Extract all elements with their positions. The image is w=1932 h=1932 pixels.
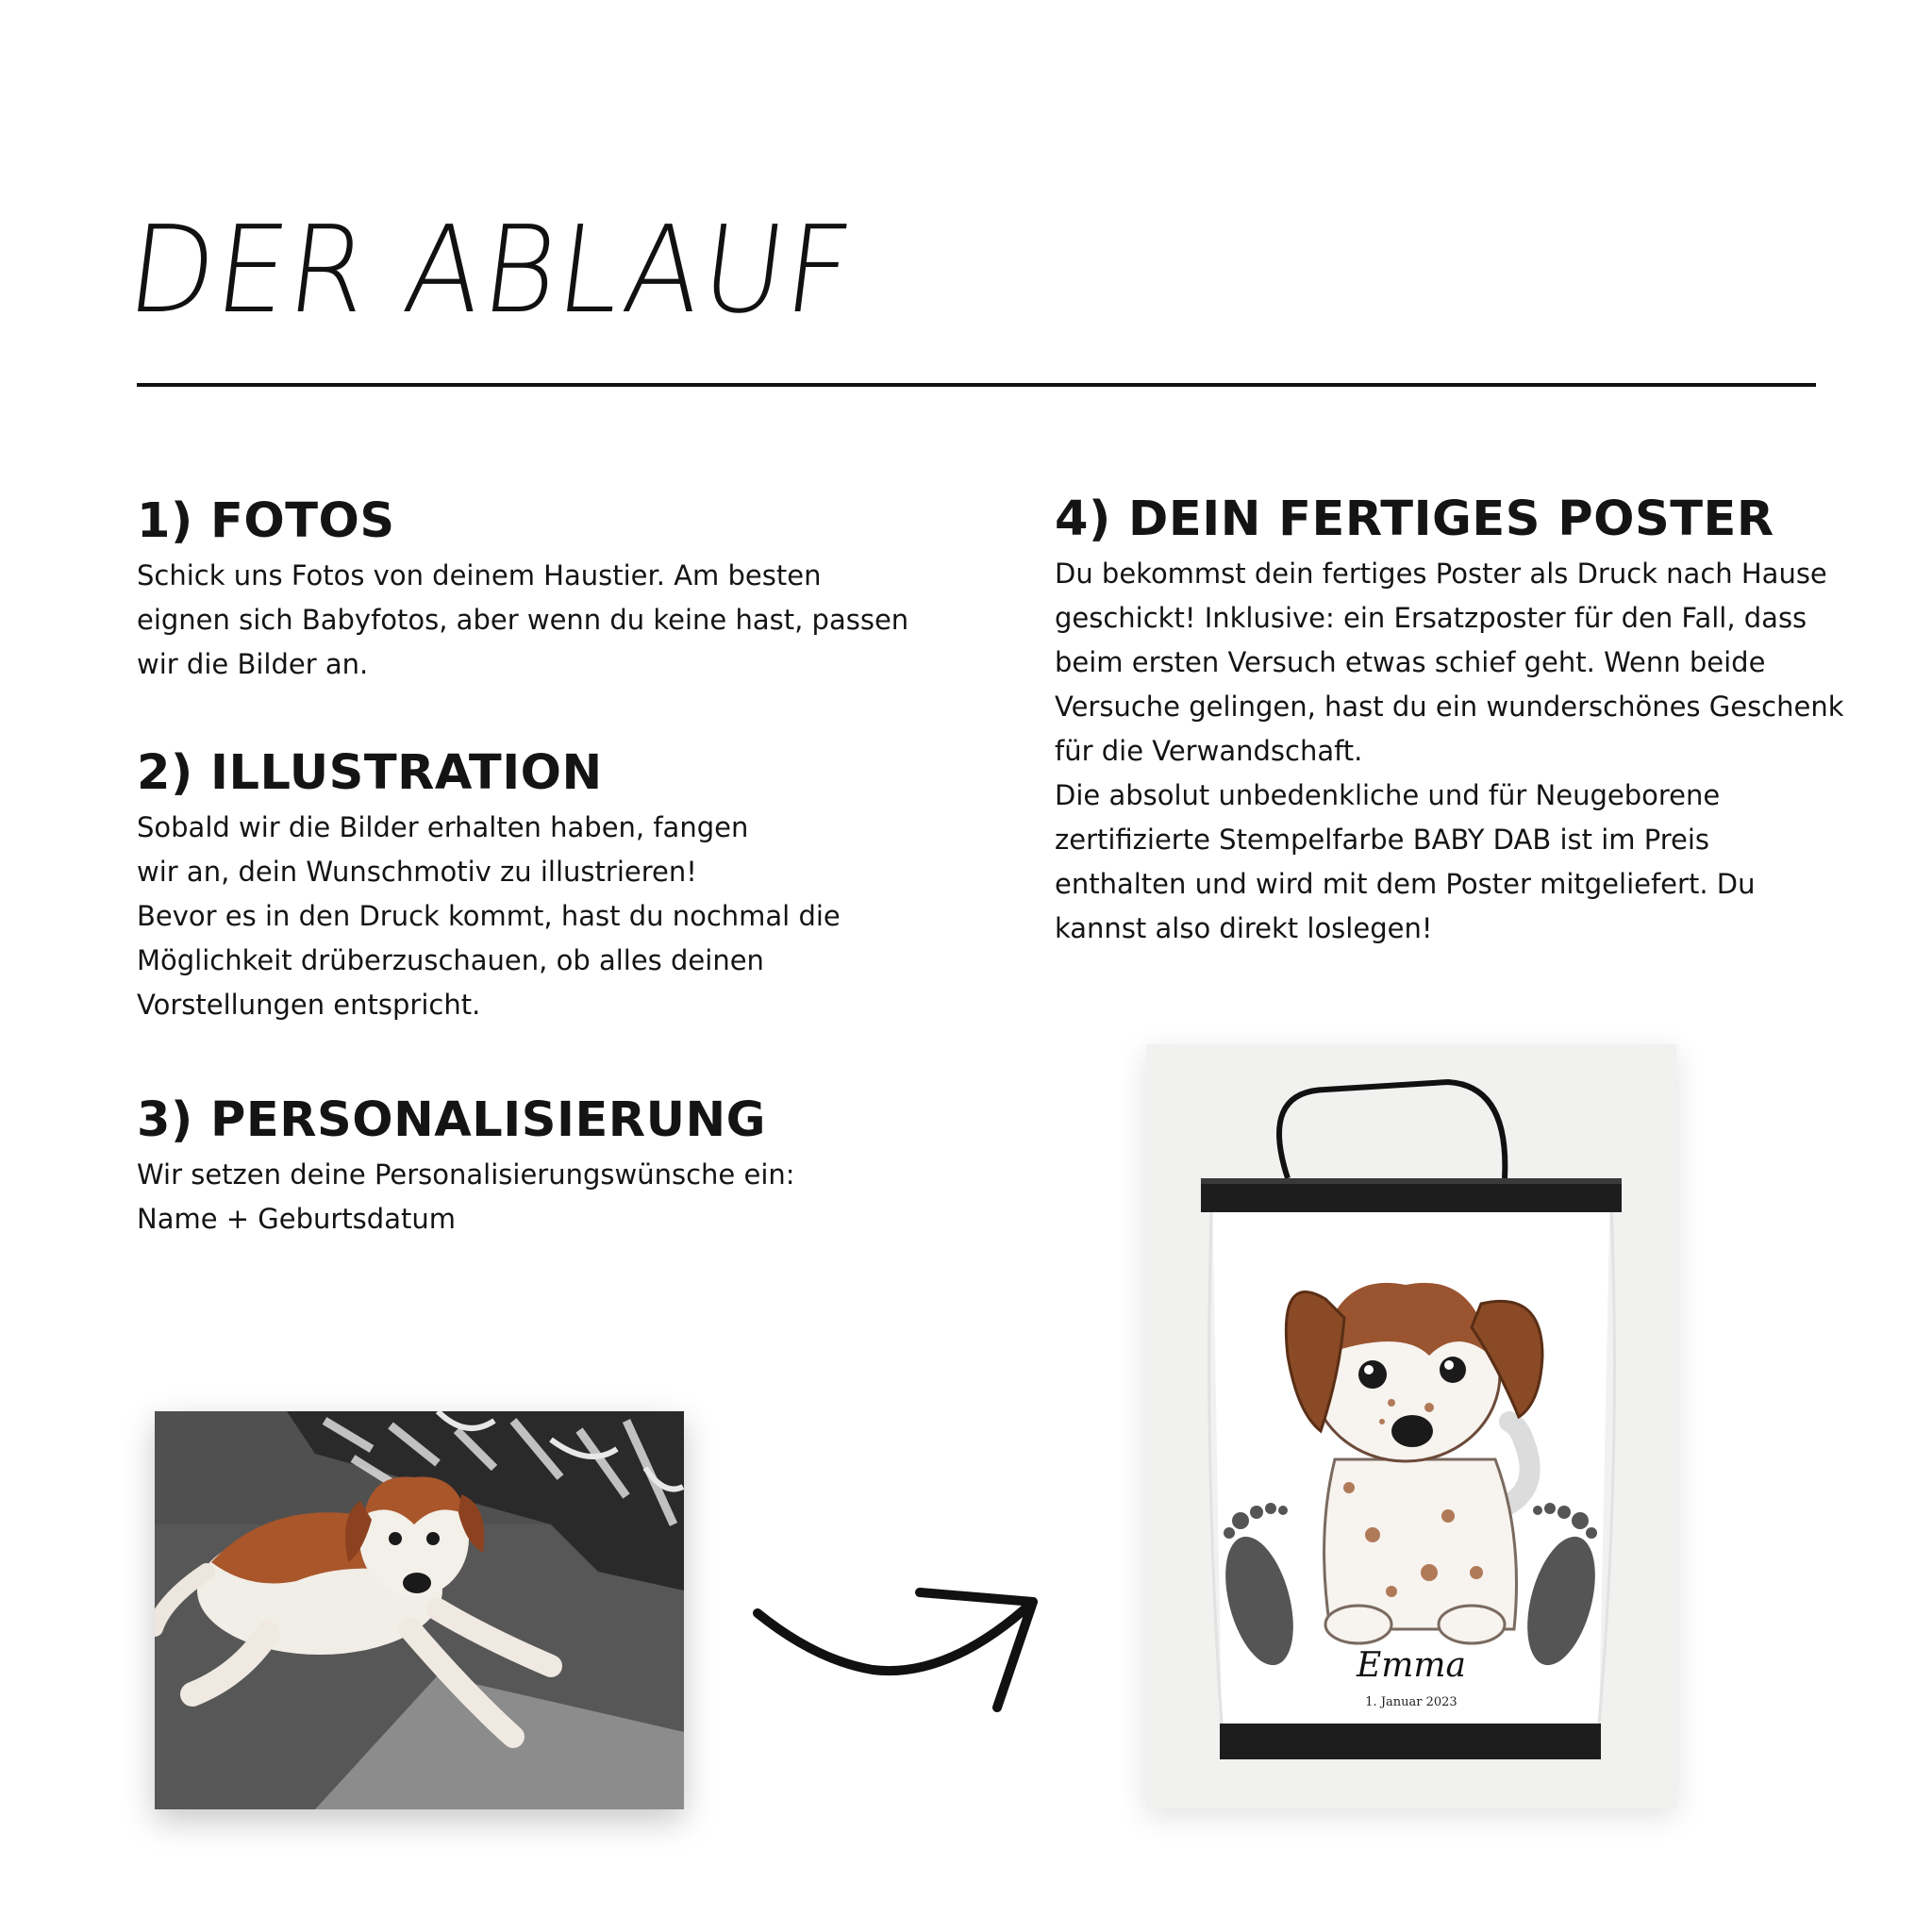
poster-date: 1. Januar 2023 (1365, 1695, 1457, 1709)
step-fotos-heading: 1) FOTOS (137, 493, 395, 549)
step-illustration-heading: 2) ILLUSTRATION (137, 745, 603, 801)
title-divider (137, 383, 1816, 387)
step-illustration-text: Sobald wir die Bilder erhalten haben, fangen wir an, dein Wunschmotiv zu illustrieren! Bevor es in den Druck kommt, hast du nochmal die Möglichkeit drüberzuschauen, ob alles deinen Vorstellungen entspricht. (137, 811, 841, 1022)
step-personalisierung (137, 1094, 910, 1241)
step-fotos-text: Schick uns Fotos von deinem Haustier. Am besten eignen sich Babyfotos, aber wenn du keine hast, passen wir die Bilder an. (137, 559, 909, 681)
step-poster-heading: 4) DEIN FERTIGES POSTER (1055, 491, 1774, 547)
dog-photo (155, 1411, 684, 1809)
poster-name: Emma (1356, 1646, 1466, 1685)
curved-arrow-right-icon (750, 1575, 1061, 1736)
step-fotos (137, 495, 910, 687)
step-illustration (137, 747, 910, 1027)
step-personalisierung-heading: 3) PERSONALISIERUNG (137, 1092, 767, 1148)
step-poster-text: Du bekommst dein fertiges Poster als Druck nach Hause geschickt! Inklusive: ein Ersatzposter für den Fall, dass beim ersten Versuch etwas schief geht. Wenn beide Versuche gelingen, hast du ein wunderschönes Geschenk für die Verwandschaft. Die absolut unbedenkliche und für Neugeborene zertifizierte Stempelfarbe BABY DAB ist im Preis enthalten und wird mit dem Poster mitgeliefert. Du kannst also direkt loslegen! (1055, 558, 1844, 945)
step-personalisierung-text: Wir setzen deine Personalisierungswünsche ein: Name + Geburtsdatum (137, 1158, 795, 1236)
page-title: DER ABLAUF (121, 199, 861, 341)
poster-mockup (1146, 1044, 1676, 1808)
step-poster (1055, 493, 1847, 951)
